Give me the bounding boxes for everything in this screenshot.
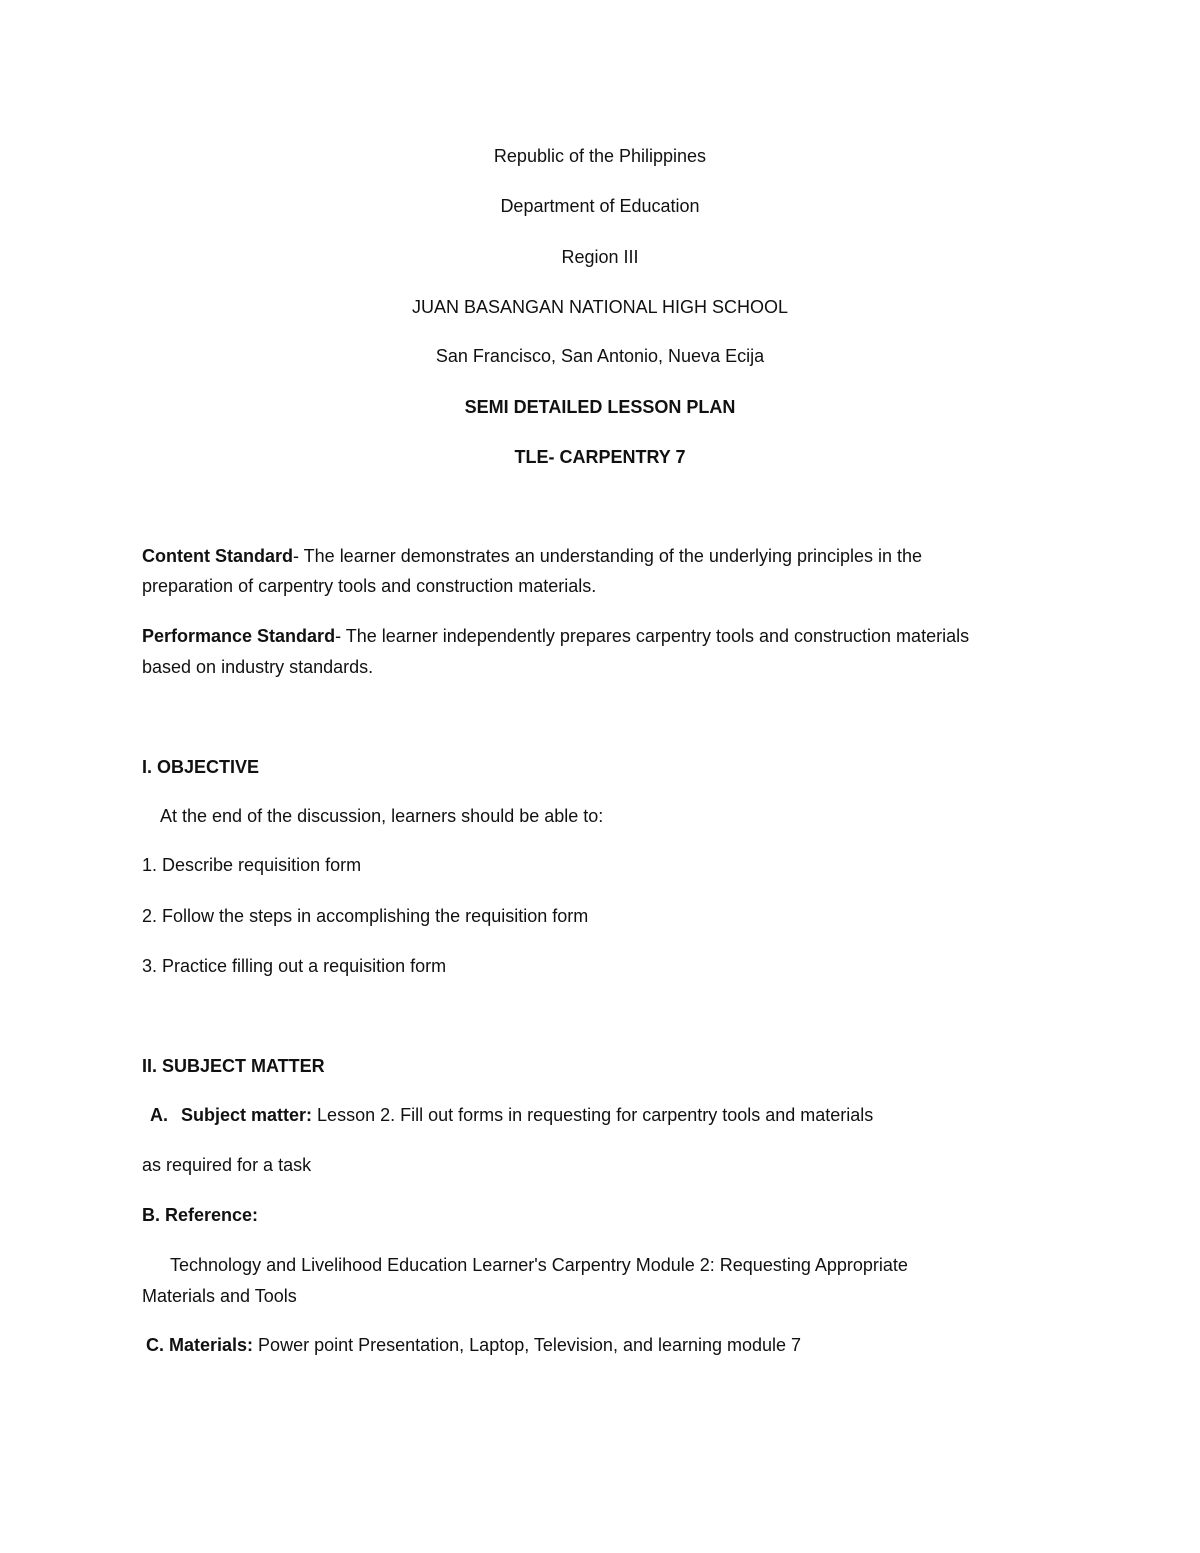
objective-item-number: 1. [142,855,158,875]
objective-item-text: Follow the steps in accomplishing the requisition form [162,906,589,926]
content-standard-text: - The learner demonstrates an understanding of the underlying principles in the [293,546,923,566]
materials-line [146,1334,801,1356]
objective-item [142,854,361,876]
header-republic: Republic of the Philippines [493,146,707,166]
performance-standard-label: Performance Standard [142,626,336,646]
objective-item-text: Describe requisition form [162,855,362,875]
content-standard-line2: preparation of carpentry tools and construction materials. [142,576,597,596]
reference-label: B. Reference: [142,1205,259,1225]
performance-standard-line2: based on industry standards. [142,657,374,677]
subject-matter-a-line2: as required for a task [142,1155,312,1175]
objective-item [142,905,588,927]
objective-intro: At the end of the discussion, learners should be able to: [160,806,604,826]
materials-text: Power point Presentation, Laptop, Television, and learning module 7 [253,1335,802,1355]
objective-item-number: 3. [142,956,158,976]
header-address: San Francisco, San Antonio, Nueva Ecija [435,346,765,366]
performance-standard-line1 [142,625,969,647]
materials-label: C. Materials: [146,1335,254,1355]
performance-standard-text: - The learner independently prepares carpentry tools and construction materials [335,626,970,646]
header-school: JUAN BASANGAN NATIONAL HIGH SCHOOL [411,297,789,317]
header-department: Department of Education [500,196,700,216]
subject-title: TLE- CARPENTRY 7 [514,447,686,467]
objective-heading: I. OBJECTIVE [142,757,260,777]
subject-matter-a-line1 [150,1104,873,1126]
subject-matter-a-text: Lesson 2. Fill out forms in requesting for carpentry tools and materials [312,1105,874,1125]
subject-matter-a-letter: A. [150,1105,168,1125]
reference-text-line1: Technology and Livelihood Education Learner's Carpentry Module 2: Requesting Appropriate [170,1255,908,1275]
subject-matter-heading: II. SUBJECT MATTER [142,1056,325,1076]
objective-item [142,955,446,977]
content-standard-line1 [142,545,922,567]
objective-item-text: Practice filling out a requisition form [162,956,447,976]
header-region: Region III [561,247,639,267]
objective-item-number: 2. [142,906,158,926]
plan-title: SEMI DETAILED LESSON PLAN [464,397,736,417]
content-standard-label: Content Standard [142,546,293,566]
reference-text-line2: Materials and Tools [142,1286,297,1306]
subject-matter-a-label: Subject matter: [181,1105,313,1125]
